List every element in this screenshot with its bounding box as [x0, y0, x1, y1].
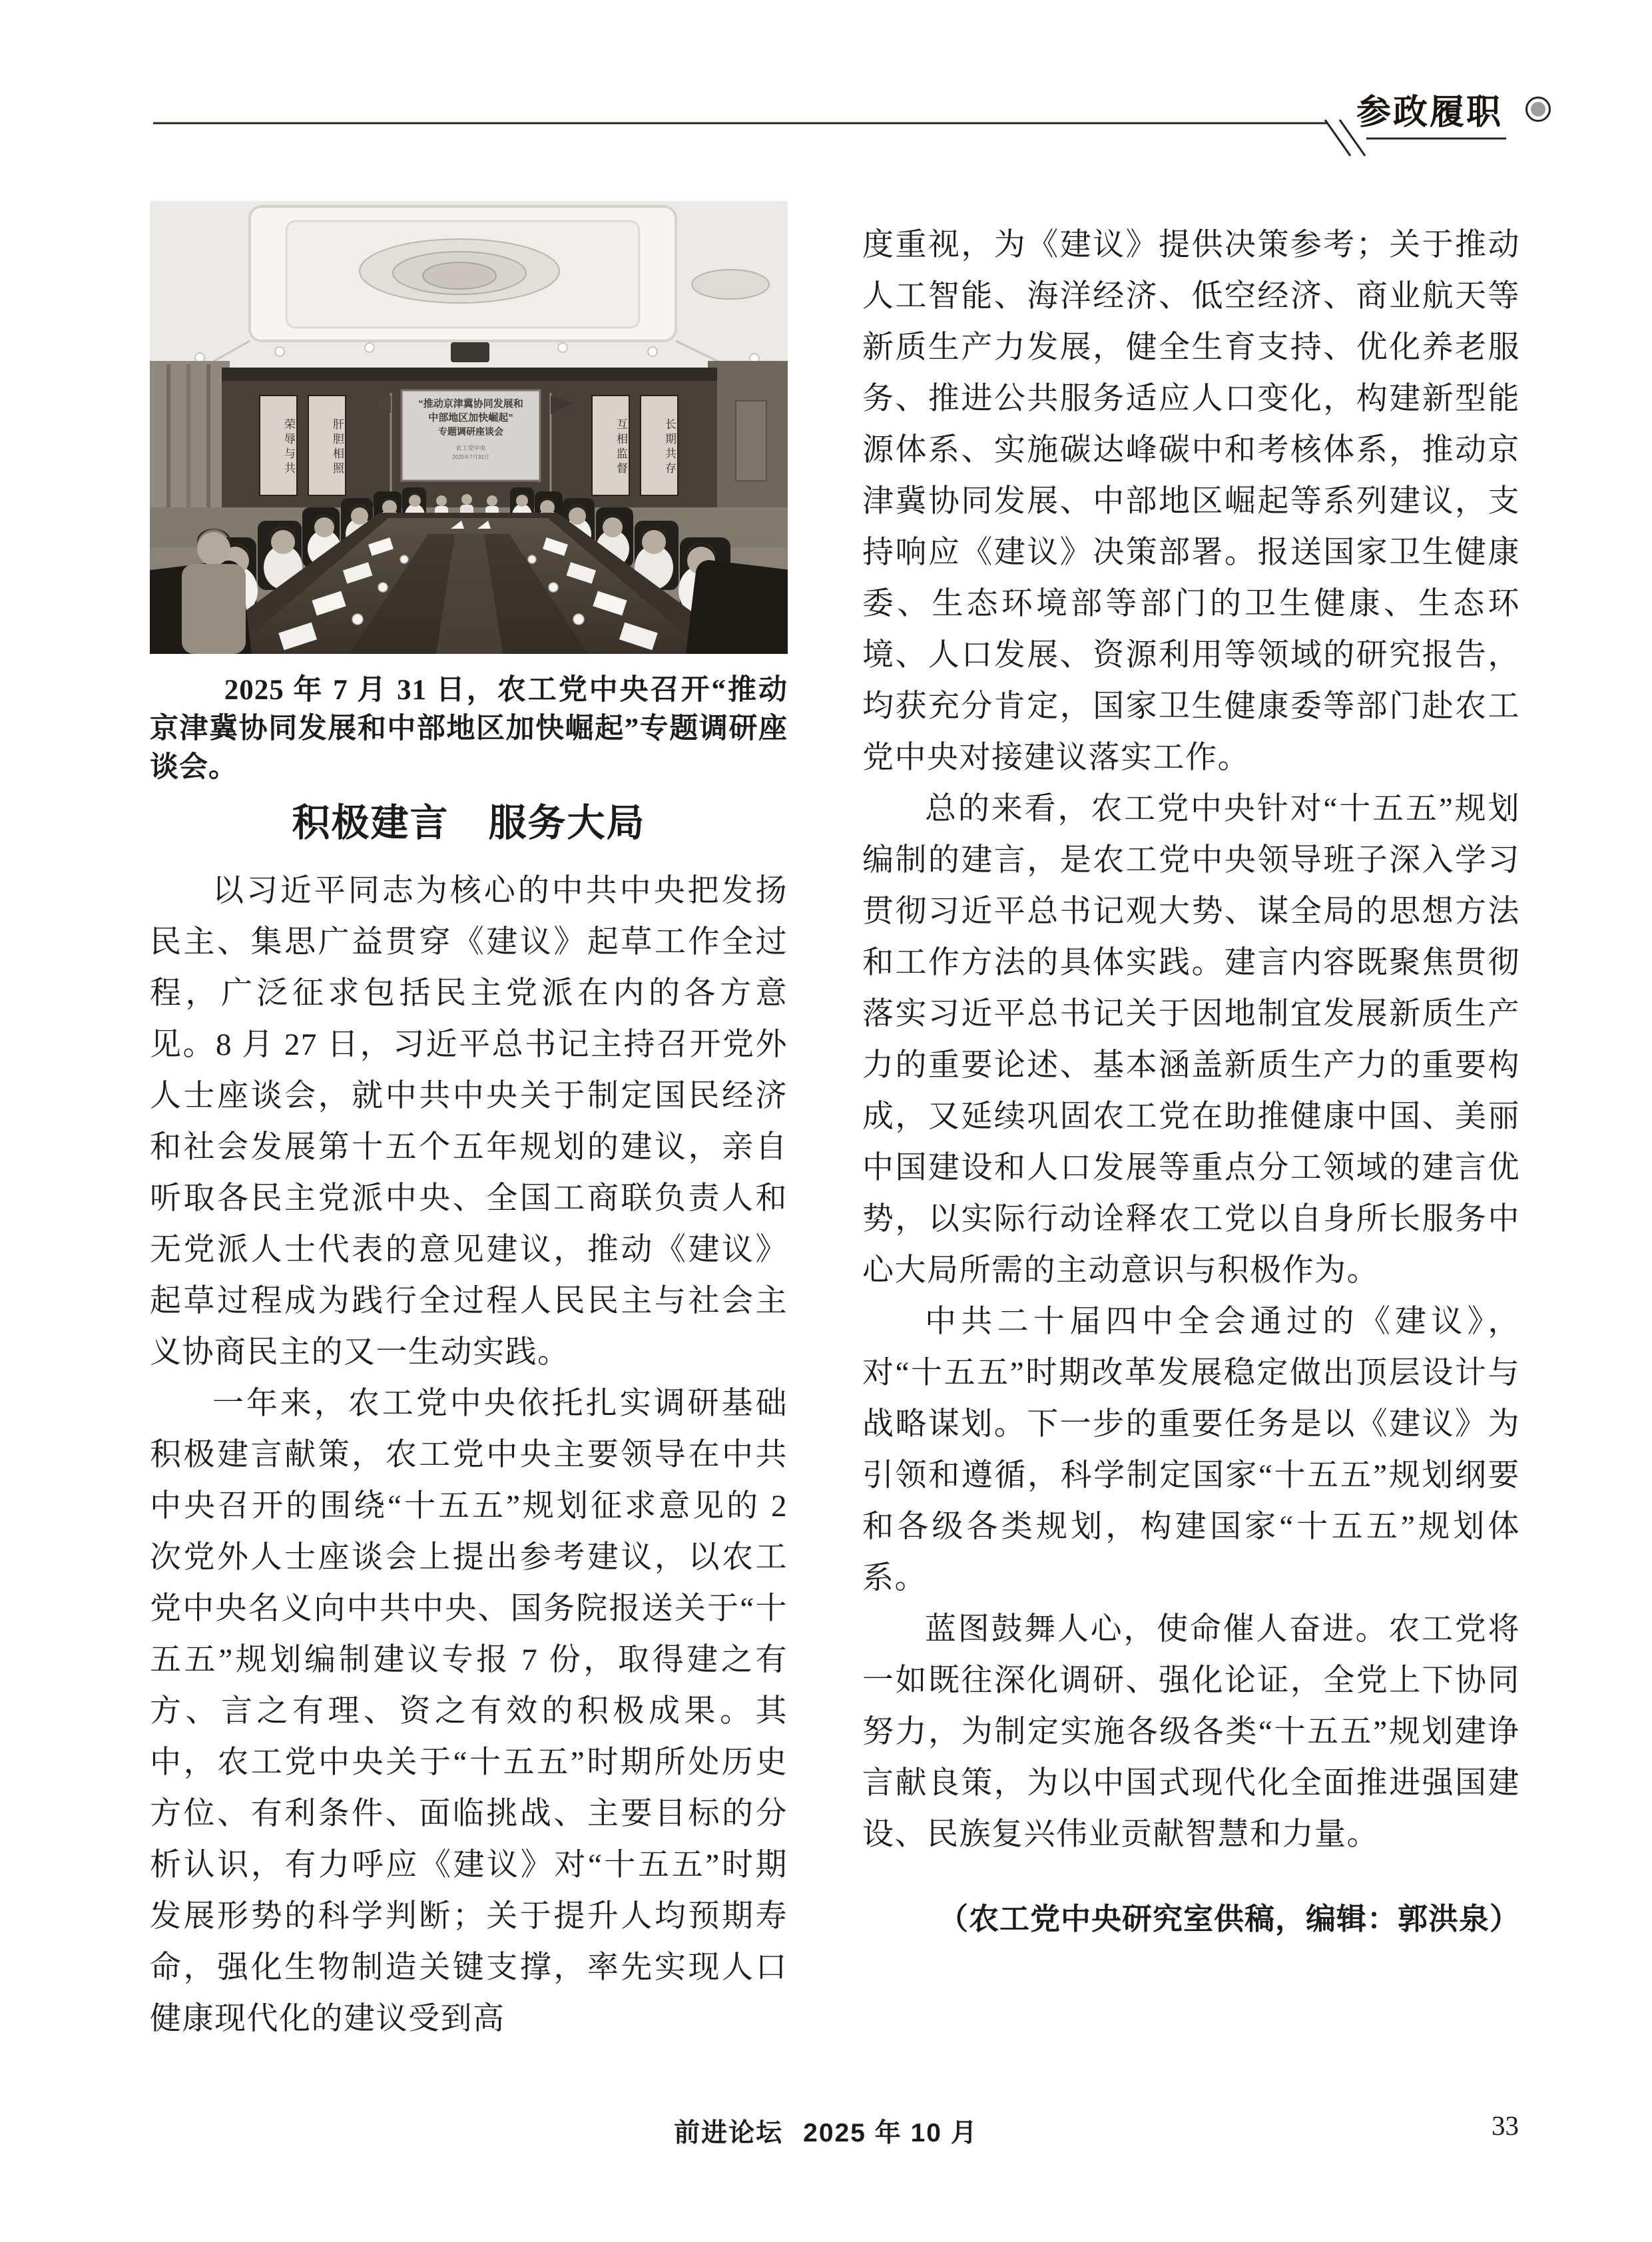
screen-organizer: 农工党中央: [455, 445, 486, 451]
footer-issue: 2025 年 10 月: [803, 2119, 978, 2147]
projection-screen-text: [404, 397, 537, 461]
article-heading: 积极建言 服务大局: [292, 802, 646, 844]
footer: [0, 2112, 1652, 2149]
left-column: [150, 201, 788, 2045]
paragraph: 度重视，为《建议》提供决策参考；关于推动人工智能、海洋经济、低空经济、商业航天等新质生产力发展，健全生育支持、优化养老服务、推进公共服务适应人口变化，构建新型能源体系、实施碳达峰碳中和考核体系，推动京津冀协同发展、中部地区崛起等系列建议，支持响应《建议》决策部署。报送国家卫生健康委、生态环境部等部门的卫生健康、生态环境、人口发展、资源利用等领域的研究报告，均获充分肯定，国家卫生健康委等部门赴农工党中央对接建议落实工作。: [862, 228, 1520, 775]
screen-title-line2: 中部地区加快崛起”: [428, 412, 513, 423]
wall-panel-right-outer: 长期共存: [663, 418, 676, 477]
screen-date: 2025年7月31日: [452, 454, 489, 460]
paragraph: 中共二十届四中全会通过的《建议》，对“十五五”时期改革发展稳定做出顶层设计与战略谋划。下一步的重要任务是以《建议》为引领和遵循，科学制定国家“十五五”规划纲要和各级各类规划，构建国家“十五五”规划体系。: [862, 1304, 1520, 1595]
meeting-photo: [150, 201, 788, 654]
right-column: [862, 220, 1520, 1945]
wall-panel-left-inner: 肝胆相照: [331, 418, 344, 477]
paragraph: 以习近平同志为核心的中共中央把发扬民主、集思广益贯穿《建议》起草工作全过程，广泛征求包括民主党派在内的各方意见。8 月 27 日，习近平总书记主持召开党外人士座谈会，就中共中央关于制定国民经济和社会发展第十五个五年规划的建议，亲自听取各民主党派中央、全国工商联负责人和无党派人士代表的意见建议，推动《建议》起草过程成为践行全过程人民民主与社会主义协商民主的又一生动实践。: [150, 874, 788, 1370]
section-bullet-icon: [1525, 97, 1551, 122]
wall-panel-left-outer: 荣辱与共: [282, 418, 295, 477]
footer-journal-name: 前进论坛: [674, 2119, 784, 2147]
article-attribution: （农工党中央研究室供稿，编辑：郭洪泉）: [938, 1902, 1520, 1936]
screen-title-line3: 专题调研座谈会: [438, 426, 503, 437]
left-column-body: [150, 866, 788, 2045]
page-number: 33: [1492, 2110, 1519, 2141]
paragraph: 蓝图鼓舞人心，使命催人奋进。农工党将一如既往深化调研、强化论证，全党上下协同努力，为制定实施各级各类“十五五”规划建诤言献良策，为以中国式现代化全面推进强国建设、民族复兴伟业贡献智慧和力量。: [862, 1612, 1520, 1852]
paragraph: 总的来看，农工党中央针对“十五五”规划编制的建言，是农工党中央领导班子深入学习贯彻习近平总书记观大势、谋全局的思想方法和工作方法的具体实践。建言内容既聚焦贯彻落实习近平总书记关于因地制宜发展新质生产力的重要论述、基本涵盖新质生产力的重要构成，又延续巩固农工党在助推健康中国、美丽中国建设和人口发展等重点分工领域的建言优势，以实际行动诠释农工党以自身所长服务中心大局所需的主动意识与积极作为。: [862, 792, 1520, 1288]
paragraph: 一年来，农工党中央依托扎实调研基础积极建言献策，农工党中央主要领导在中共中央召开的围绕“十五五”规划征求意见的 2 次党外人士座谈会上提出参考建议，以农工党中央名义向中共中央、国务院报送关于“十五五”规划编制建议专报 7 份，取得建之有方、言之有理、资之有效的积极成果。其中，农工党中央关于“十五五”时期所处历史方位、有利条件、面临挑战、主要目标的分析认识，有力呼应《建议》对“十五五”时期发展形势的科学判断；关于提升人均预期寿命，强化生物制造关键支撑，率先实现人口健康现代化的建议受到高: [150, 1386, 788, 2036]
photo-caption: 2025 年 7 月 31 日，农工党中央召开“推动京津冀协同发展和中部地区加快崛起”专题调研座谈会。: [150, 675, 788, 783]
right-column-body: [862, 220, 1520, 1860]
wall-panel-right-inner: 互相监督: [615, 418, 627, 477]
section-title: 参政履职: [1356, 94, 1503, 132]
screen-title-line1: “推动京津冀协同发展和: [418, 398, 523, 410]
